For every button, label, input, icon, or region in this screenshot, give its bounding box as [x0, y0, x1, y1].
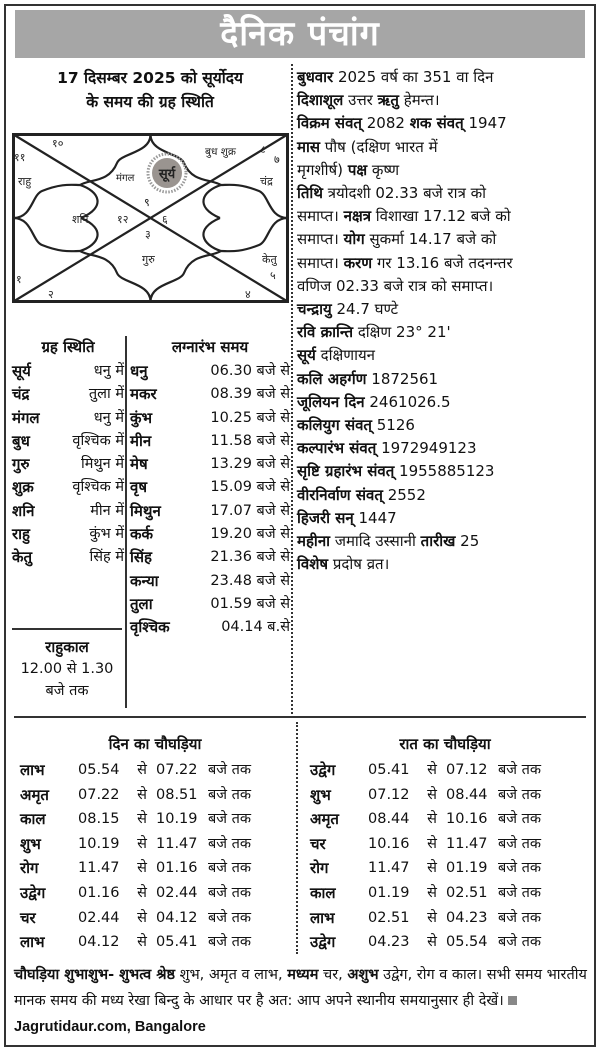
house-4: ४: [245, 288, 251, 301]
din-choghadiya-table: [20, 732, 290, 955]
planet-name: मंगल: [12, 408, 40, 427]
choghadiya-name: अमृत: [310, 810, 339, 829]
se-label: से: [427, 811, 437, 828]
house-8: ८: [260, 143, 266, 156]
julian-line: जूलियन दिन 2461026.5: [297, 392, 451, 411]
time-to: 07.22: [156, 762, 198, 778]
section-divider: [14, 716, 586, 718]
rahukaal-time: 12.00 से 1.30: [20, 661, 114, 677]
planet-name: शनि: [12, 501, 35, 520]
chart-heading-line1: 17 दिसम्बर 2025 को सूर्योदय: [57, 69, 243, 87]
rashi-name: मिथुन: [130, 501, 161, 520]
rashi-name: धनु: [130, 362, 148, 380]
planet-sign: धनु में: [93, 363, 124, 379]
choghadiya-row: [310, 758, 580, 783]
choghadiya-row: [20, 807, 290, 832]
choghadiya-name: उद्वेग: [310, 933, 336, 952]
planet-name: चंद्र: [12, 385, 30, 404]
choghadiya-row: [20, 856, 290, 881]
time-from: 01.19: [368, 884, 410, 901]
rashi-name: कुंभ: [130, 408, 153, 427]
time-from: 02.51: [368, 909, 410, 926]
suffix-label: बजे तक: [498, 786, 542, 803]
sun-label: सूर्य: [158, 167, 176, 182]
guru-label: गुरु: [142, 253, 155, 266]
grah-row: [12, 546, 124, 569]
house-5: ५: [270, 269, 276, 282]
choghadiya-name: काल: [20, 810, 46, 829]
choghadiya-row: [20, 832, 290, 857]
planet-sign: सिंह में: [89, 549, 124, 566]
rashi-name: वृष: [130, 478, 148, 497]
lagna-row: [130, 453, 290, 476]
choghadiya-name: लाभ: [20, 761, 45, 779]
kaliyug-line: कलियुग संवत् 5126: [297, 416, 415, 435]
lagna-row: [130, 360, 290, 383]
choghadiya-name: उद्वेग: [20, 883, 46, 902]
planet-name: सूर्य: [12, 362, 31, 380]
suffix-label: बजे तक: [498, 835, 542, 852]
raat-choghadiya-table: [310, 732, 580, 955]
yoga-line: समाप्त। योग सुकर्मा 14.17 बजे को: [297, 230, 497, 249]
house-3: ३: [145, 228, 151, 241]
choghadiya-name: शुभ: [310, 785, 331, 804]
veernirvan-line: वीरनिर्वाण संवत् 2552: [297, 485, 426, 504]
time-from: 05.54: [78, 762, 120, 778]
grah-sthiti-heading: ग्रह स्थिति: [41, 338, 95, 356]
suffix-label: बजे तक: [498, 909, 542, 926]
lagna-row: [130, 523, 290, 546]
choghadiya-row: [310, 783, 580, 808]
lagna-time: 11.58 बजे से: [210, 432, 290, 449]
kalparambh-line: कल्पारंभ संवत् 1972949123: [297, 439, 477, 458]
planet-sign: वृश्चिक में: [72, 432, 124, 449]
grah-row: [12, 500, 124, 523]
time-to: 11.47: [446, 835, 488, 852]
kundli-chart: [12, 133, 289, 303]
se-label: से: [137, 835, 147, 852]
house-9: ९: [144, 196, 150, 209]
grah-row: [12, 476, 124, 499]
lagna-time: 21.36 बजे से: [210, 549, 290, 566]
lagnarambh-heading: लग्नारंभ समय: [171, 338, 249, 356]
hijri-line: हिजरी सन् 1447: [297, 508, 397, 527]
lagna-row: [130, 383, 290, 406]
lagna-row: [130, 407, 290, 430]
mangal-label: मंगल: [116, 173, 135, 184]
time-to: 05.41: [156, 934, 198, 951]
suffix-label: बजे तक: [498, 860, 542, 877]
choghadiya-name: चर: [310, 834, 326, 853]
planet-name: बुध: [12, 431, 30, 450]
lagna-time: 01.59 बजे से: [210, 595, 290, 612]
time-from: 04.23: [368, 934, 410, 951]
panchang-details: [297, 66, 593, 576]
planet-sign: मीन में: [90, 502, 124, 519]
table-divider: [125, 336, 127, 708]
planet-sign: धनु में: [93, 409, 124, 426]
chart-heading: [10, 66, 290, 114]
planet-sign: वृश्चिक में: [72, 479, 124, 496]
karan-line: समाप्त। करण गर 13.16 बजे तदनन्तर: [297, 253, 513, 272]
house-12: १२: [117, 213, 129, 226]
time-from: 08.15: [78, 811, 120, 828]
weekday-line: बुधवार 2025 वर्ष का 351 वा दिन: [297, 68, 494, 86]
se-label: से: [427, 835, 437, 852]
suffix-label: बजे तक: [208, 762, 252, 778]
choghadiya-row: [310, 856, 580, 881]
time-from: 02.44: [78, 909, 120, 926]
rashi-name: मेष: [130, 455, 148, 474]
column-divider: [291, 64, 293, 714]
suffix-label: बजे तक: [208, 909, 252, 926]
suffix-label: बजे तक: [498, 934, 542, 951]
suffix-label: बजे तक: [208, 860, 252, 877]
choghadiya-row: [310, 807, 580, 832]
choghadiya-name: उद्वेग: [310, 761, 336, 779]
rashi-name: कर्क: [130, 525, 154, 544]
choghadiya-name: काल: [310, 883, 336, 902]
choghadiya-name: लाभ: [310, 908, 335, 927]
suffix-label: बजे तक: [498, 884, 542, 901]
rashi-name: मकर: [130, 385, 157, 404]
lagna-row: [130, 616, 290, 639]
lagna-row: [130, 593, 290, 616]
kali-ahargan-line: कलि अहर्गण 1872561: [297, 369, 439, 388]
suffix-label: बजे तक: [208, 884, 252, 901]
grah-row: [12, 453, 124, 476]
mahina-line: महीना जमादि उस्सानी तारीख 25: [297, 532, 480, 551]
surya-line: सूर्य दक्षिणायन: [297, 346, 375, 365]
tithi-line: तिथि त्रयोदशी 02.33 बजे रात्र को: [297, 184, 487, 203]
time-to: 08.44: [446, 786, 488, 803]
budh-shukra-label: बुध शुक्र: [205, 146, 236, 158]
choghadiya-name: रोग: [310, 859, 329, 878]
chandra-label: चंद्र: [260, 175, 273, 188]
time-from: 01.16: [78, 884, 120, 901]
grah-row: [12, 407, 124, 430]
time-to: 02.44: [156, 884, 198, 901]
se-label: से: [427, 860, 437, 877]
choghadiya-row: [310, 881, 580, 906]
choghadiya-row: [20, 881, 290, 906]
lagna-time: 06.30 बजे से: [210, 363, 290, 379]
time-from: 10.16: [368, 835, 410, 852]
se-label: से: [137, 860, 147, 877]
ravi-kranti-line: रवि क्रान्ति दक्षिण 23° 21': [297, 323, 451, 342]
raat-choghadiya-heading: रात का चौघड़िया: [399, 735, 491, 753]
shani-label: शनि: [72, 213, 89, 226]
choghadiya-row: [310, 930, 580, 955]
time-to: 11.47: [156, 835, 198, 852]
chandrayu-line: चन्द्रायु 24.7 घण्टे: [297, 300, 399, 319]
se-label: से: [137, 884, 147, 901]
rashi-name: मीन: [130, 431, 152, 450]
lagna-time: 23.48 बजे से: [210, 572, 290, 589]
choghadiya-row: [310, 906, 580, 931]
din-choghadiya-heading: दिन का चौघड़िया: [108, 735, 202, 753]
rashi-name: कन्या: [130, 571, 159, 590]
footer-note: चौघड़िया शुभाशुभ- शुभत्व श्रेष्ठ शुभ, अमृत व लाभ, मध्यम चर, अशुभ उद्वेग, रोग व काल। सभी समय भारतीय मानक समय की मध्य रेखा बिन्दु के आधार पर है अत: आप अपने स्थानीय समयानुसार ही देखें।Jagrutidaur.com, Bangalore: [14, 967, 587, 1035]
house-11: ११: [14, 151, 26, 164]
grah-row: [12, 430, 124, 453]
chart-heading-line2: के समय की ग्रह स्थिति: [86, 93, 214, 111]
house-2: २: [48, 288, 54, 301]
paksha-line: मृगशीर्ष) पक्ष कृष्ण: [297, 160, 400, 179]
planet-name: शुक्र: [12, 478, 34, 497]
choghadiya-name: चर: [20, 908, 36, 927]
rashi-name: सिंह: [130, 548, 152, 567]
choghadiya-name: लाभ: [20, 933, 45, 952]
suffix-label: बजे तक: [498, 762, 542, 778]
choghadiya-name: शुभ: [20, 834, 41, 853]
se-label: से: [427, 909, 437, 926]
planet-sign: मिथुन में: [80, 456, 124, 473]
planet-sign: कुंभ में: [89, 526, 124, 543]
house-7: ७: [274, 153, 280, 166]
time-from: 11.47: [368, 860, 410, 877]
nakshatra-line: समाप्त। नक्षत्र विशाखा 17.12 बजे को: [297, 207, 511, 226]
choghadiya-row: [20, 758, 290, 783]
time-from: 07.12: [368, 786, 410, 803]
karan-line-2: वणिज 02.33 बजे रात्र को समाप्त।: [297, 276, 494, 295]
time-to: 04.12: [156, 909, 198, 926]
rahukaal-box: [12, 628, 122, 702]
lagnarambh-table: [130, 334, 290, 640]
time-to: 01.16: [156, 860, 198, 877]
lagna-time: 15.09 बजे से: [210, 479, 290, 496]
planet-name: केतु: [12, 548, 33, 567]
ketu-label: केतु: [262, 253, 277, 266]
time-from: 08.44: [368, 811, 410, 828]
lagna-row: [130, 570, 290, 593]
se-label: से: [137, 909, 147, 926]
lagna-time: 19.20 बजे से: [210, 526, 290, 543]
time-to: 01.19: [446, 860, 488, 877]
time-from: 10.19: [78, 835, 120, 852]
srishti-line: सृष्टि ग्रहारंभ संवत् 1955885123: [297, 462, 495, 481]
planet-name: राहु: [12, 525, 30, 544]
lagna-time: 04.14 ब.से: [221, 619, 290, 636]
choghadiya-row: [20, 906, 290, 931]
rashi-name: वृश्चिक: [130, 618, 170, 637]
suffix-label: बजे तक: [498, 811, 542, 828]
choghadiya-row: [310, 832, 580, 857]
square-bullet-icon: [508, 996, 517, 1005]
lagna-time: 10.25 बजे से: [210, 409, 290, 426]
lagna-time: 13.29 बजे से: [210, 456, 290, 473]
se-label: से: [137, 811, 147, 828]
se-label: से: [137, 934, 147, 951]
suffix-label: बजे तक: [208, 811, 252, 828]
se-label: से: [137, 786, 147, 803]
rahukaal-suffix: बजे तक: [45, 683, 89, 699]
time-from: 11.47: [78, 860, 120, 877]
time-from: 04.12: [78, 934, 120, 951]
time-to: 10.16: [446, 811, 488, 828]
suffix-label: बजे तक: [208, 835, 252, 852]
choghadiya-row: [20, 783, 290, 808]
house-10: १०: [52, 137, 64, 150]
dishashool-line: दिशाशूल उत्तर ऋतु हेमन्त।: [297, 91, 440, 110]
lagna-time: 17.07 बजे से: [210, 502, 290, 519]
choghadiya-name: रोग: [20, 859, 39, 878]
page-title: दैनिक पंचांग: [15, 10, 585, 58]
se-label: से: [427, 934, 437, 951]
grah-row: [12, 523, 124, 546]
planet-sign: तुला में: [88, 386, 124, 403]
brand-credit: Jagrutidaur.com, Bangalore: [14, 1019, 206, 1035]
suffix-label: बजे तक: [208, 934, 252, 951]
planet-name: गुरु: [12, 455, 30, 474]
lagna-row: [130, 500, 290, 523]
time-to: 02.51: [446, 884, 488, 901]
rahukaal-heading: राहुकाल: [45, 638, 89, 656]
samvat-line: विक्रम संवत् 2082 शक संवत् 1947: [297, 114, 507, 133]
se-label: से: [427, 884, 437, 901]
se-label: से: [427, 786, 437, 803]
lagna-row: [130, 430, 290, 453]
time-to: 08.51: [156, 786, 198, 803]
rashi-name: तुला: [130, 594, 153, 613]
time-from: 05.41: [368, 762, 410, 778]
grah-sthiti-table: [12, 334, 124, 570]
grah-row: [12, 383, 124, 406]
time-from: 07.22: [78, 786, 120, 803]
vishesh-line: विशेष प्रदोष व्रत।: [297, 555, 390, 574]
lagna-row: [130, 546, 290, 569]
maas-line: मास पौष (दक्षिण भारत में: [297, 137, 438, 156]
time-to: 10.19: [156, 811, 198, 828]
time-to: 07.12: [446, 762, 488, 778]
grah-row: [12, 360, 124, 383]
se-label: से: [427, 762, 437, 778]
time-to: 05.54: [446, 934, 488, 951]
choghadiya-row: [20, 930, 290, 955]
house-1: १: [16, 273, 22, 286]
time-to: 04.23: [446, 909, 488, 926]
lagna-time: 08.39 बजे से: [210, 386, 290, 403]
lagna-row: [130, 476, 290, 499]
suffix-label: बजे तक: [208, 786, 252, 803]
choghadiya-name: अमृत: [20, 785, 49, 804]
se-label: से: [137, 762, 147, 778]
choghadiya-divider: [296, 722, 298, 954]
rahu-label: राहु: [18, 175, 32, 188]
house-6: ६: [162, 213, 168, 226]
